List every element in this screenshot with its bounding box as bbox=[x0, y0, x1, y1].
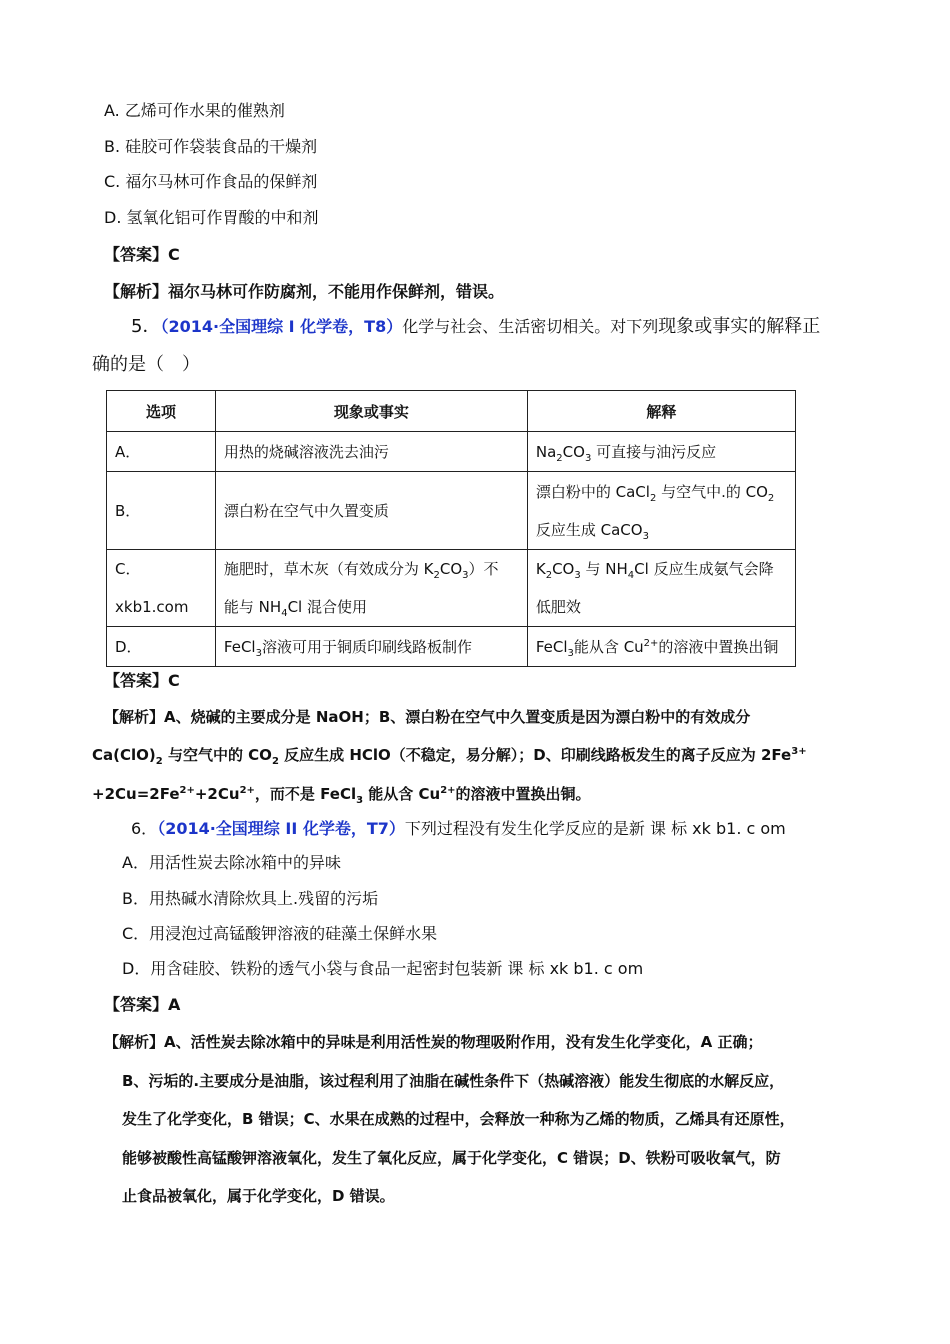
table-cell: 用热的烧碱溶液洗去油污 bbox=[215, 432, 527, 472]
analysis-text: 【解析】福尔马林可作防腐剂，不能用作保鲜剂，错误。 bbox=[104, 282, 505, 301]
table-cell: D． bbox=[107, 627, 216, 667]
table-cell: $K_2CO_3$ 与 $NH_4Cl$ 反应生成氨气会降 低肥效 bbox=[527, 550, 795, 627]
answer-label: 【答案】C bbox=[104, 245, 180, 264]
answer-label: 【答案】C bbox=[104, 671, 180, 690]
analysis-text: B、污垢的.主要成分是油脂，该过程利用了油脂在碱性条件下（热碱溶液）能发生彻底的水解反应， bbox=[122, 1072, 785, 1090]
answer-label: 【答案】A bbox=[104, 995, 181, 1014]
table-cell: FeCl$_3$能从含 $Cu^{2+}$的溶液中置换出铜 bbox=[527, 627, 795, 667]
table-header: 现象或事实 bbox=[215, 391, 527, 432]
analysis-text: $+2Cu=2Fe^{2+}+2Cu^{2+}$，而不是 FeCl$_3$ 能从含 $Cu^{2+}$的溶液中置换出铜。 bbox=[92, 785, 591, 806]
option-c: C．用浸泡过高锰酸钾溶液的硅藻土保鲜水果 bbox=[122, 924, 438, 943]
table-cell: FeCl$_3$溶液可用于铜质印刷线路板制作 bbox=[215, 627, 527, 667]
table-cell: 施肥时，草木灰（有效成分为 $K_2CO_3$）不 能与 $NH_4Cl$ 混合使用 bbox=[215, 550, 527, 627]
option-a: A．用活性炭去除冰箱中的异味 bbox=[122, 853, 341, 872]
question-6-stem: 6．（2014·全国理综 II 化学卷，T7）下列过程没有发生化学反应的是新 课 标 xk b1. c om bbox=[131, 819, 786, 838]
table-cell: $Na_2CO_3$ 可直接与油污反应 bbox=[527, 432, 795, 472]
table-cell: A． bbox=[107, 432, 216, 472]
option-d: D. 氢氧化铝可作胃酸的中和剂 bbox=[104, 208, 319, 227]
option-a: A. 乙烯可作水果的催熟剂 bbox=[104, 101, 285, 120]
analysis-text: 【解析】A、烧碱的主要成分是 NaOH；B、漂白粉在空气中久置变质是因为漂白粉中的有效成分 bbox=[104, 708, 751, 726]
option-d: D．用含硅胶、铁粉的透气小袋与食品一起密封包装新 课 标 xk b1. c om bbox=[122, 959, 644, 978]
question-number: 5． bbox=[131, 316, 161, 337]
table-cell: C．xkb1.com bbox=[107, 550, 216, 627]
table-cell: B． bbox=[107, 472, 216, 550]
question-source: （2014·全国理综 I 化学卷，T8） bbox=[160, 317, 403, 336]
table-cell: 漂白粉在空气中久置变质 bbox=[215, 472, 527, 550]
table-header: 选项 bbox=[107, 391, 216, 432]
question-number: 6． bbox=[131, 819, 158, 838]
option-b: B．用热碱水清除炊具上.残留的污垢 bbox=[122, 889, 379, 908]
question-5-stem: 5．（2014·全国理综 I 化学卷，T8）化学与社会、生活密切相关。对下列现象或事实的解释正 bbox=[131, 316, 821, 337]
analysis-text: 止食品被氧化，属于化学变化，D 错误。 bbox=[122, 1187, 395, 1205]
question-5-stem-line2: 确的是（ ） bbox=[92, 354, 200, 375]
table-cell: 漂白粉中的 CaCl$_2$ 与空气中.的 $CO_2$ 反应生成 CaCO$_3$ bbox=[527, 472, 795, 550]
analysis-text: 能够被酸性高锰酸钾溶液氧化，发生了氧化反应，属于化学变化，C 错误；D、铁粉可吸收氧气，防 bbox=[122, 1149, 781, 1167]
table-header-row bbox=[107, 391, 796, 432]
analysis-text: $Ca(ClO)_2$ 与空气中的 $CO_2$ 反应生成 HClO（不稳定，易分解）；D、印刷线路板发生的离子反应为 $2Fe^{3+}$ bbox=[92, 746, 807, 767]
question-5-table bbox=[106, 390, 796, 667]
option-b: B. 硅胶可作袋装食品的干燥剂 bbox=[104, 137, 318, 156]
table-row bbox=[107, 472, 796, 550]
question-source: （2014·全国理综 II 化学卷，T7） bbox=[157, 819, 405, 838]
analysis-text: 发生了化学变化，B 错误；C、水果在成熟的过程中，会释放一种称为乙烯的物质，乙烯具有还原性， bbox=[122, 1110, 795, 1128]
table-row bbox=[107, 432, 796, 472]
table-row bbox=[107, 550, 796, 627]
analysis-text: 【解析】A、活性炭去除冰箱中的异味是利用活性炭的物理吸附作用，没有发生化学变化，A 正确； bbox=[104, 1033, 763, 1051]
option-c: C. 福尔马林可作食品的保鲜剂 bbox=[104, 172, 318, 191]
table-header: 解释 bbox=[527, 391, 795, 432]
table-row bbox=[107, 627, 796, 667]
